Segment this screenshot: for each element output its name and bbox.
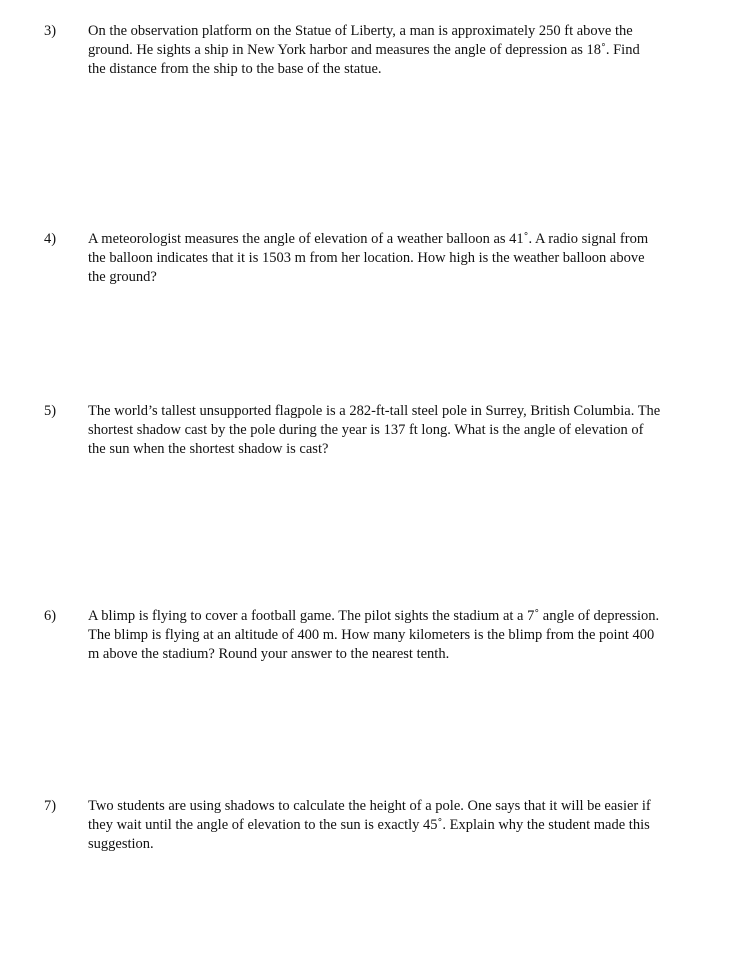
problem-number: 4) bbox=[44, 231, 57, 247]
problem-text bbox=[88, 607, 708, 664]
text-line: The world’s tallest unsupported flagpole is a 282-ft-tall steel pole in Surrey, British Columbia. The bbox=[88, 403, 661, 419]
text-line: A blimp is flying to cover a football game. The pilot sights the stadium at a 7˚ angle of depression. bbox=[88, 608, 660, 624]
text-line: ground. He sights a ship in New York harbor and measures the angle of depression as 18˚. Find bbox=[88, 42, 640, 58]
problem-text bbox=[88, 402, 708, 459]
text-line: The blimp is flying at an altitude of 400 m. How many kilometers is the blimp from the point 400 bbox=[88, 627, 655, 643]
text-line: they wait until the angle of elevation to the sun is exactly 45˚. Explain why the student made this bbox=[88, 817, 650, 833]
problem-number: 6) bbox=[44, 608, 57, 624]
problem-text bbox=[88, 230, 708, 287]
text-line: the sun when the shortest shadow is cast? bbox=[88, 441, 329, 457]
text-line: m above the stadium? Round your answer to the nearest tenth. bbox=[88, 646, 450, 662]
problem-number: 5) bbox=[44, 403, 57, 419]
problem-number: 3) bbox=[44, 23, 57, 39]
text-line: the ground? bbox=[88, 269, 157, 285]
text-line: the balloon indicates that it is 1503 m from her location. How high is the weather balloon above bbox=[88, 250, 645, 266]
text-line: the distance from the ship to the base of the statue. bbox=[88, 61, 382, 77]
text-line: On the observation platform on the Statue of Liberty, a man is approximately 250 ft above the bbox=[88, 23, 633, 39]
problem-number: 7) bbox=[44, 798, 57, 814]
text-line: suggestion. bbox=[88, 836, 154, 852]
problem-text bbox=[88, 797, 708, 854]
text-line: Two students are using shadows to calculate the height of a pole. One says that it will be easier if bbox=[88, 798, 651, 814]
text-line: A meteorologist measures the angle of elevation of a weather balloon as 41˚. A radio signal from bbox=[88, 231, 649, 247]
problem-text bbox=[88, 22, 708, 79]
text-line: shortest shadow cast by the pole during the year is 137 ft long. What is the angle of elevation of bbox=[88, 422, 644, 438]
